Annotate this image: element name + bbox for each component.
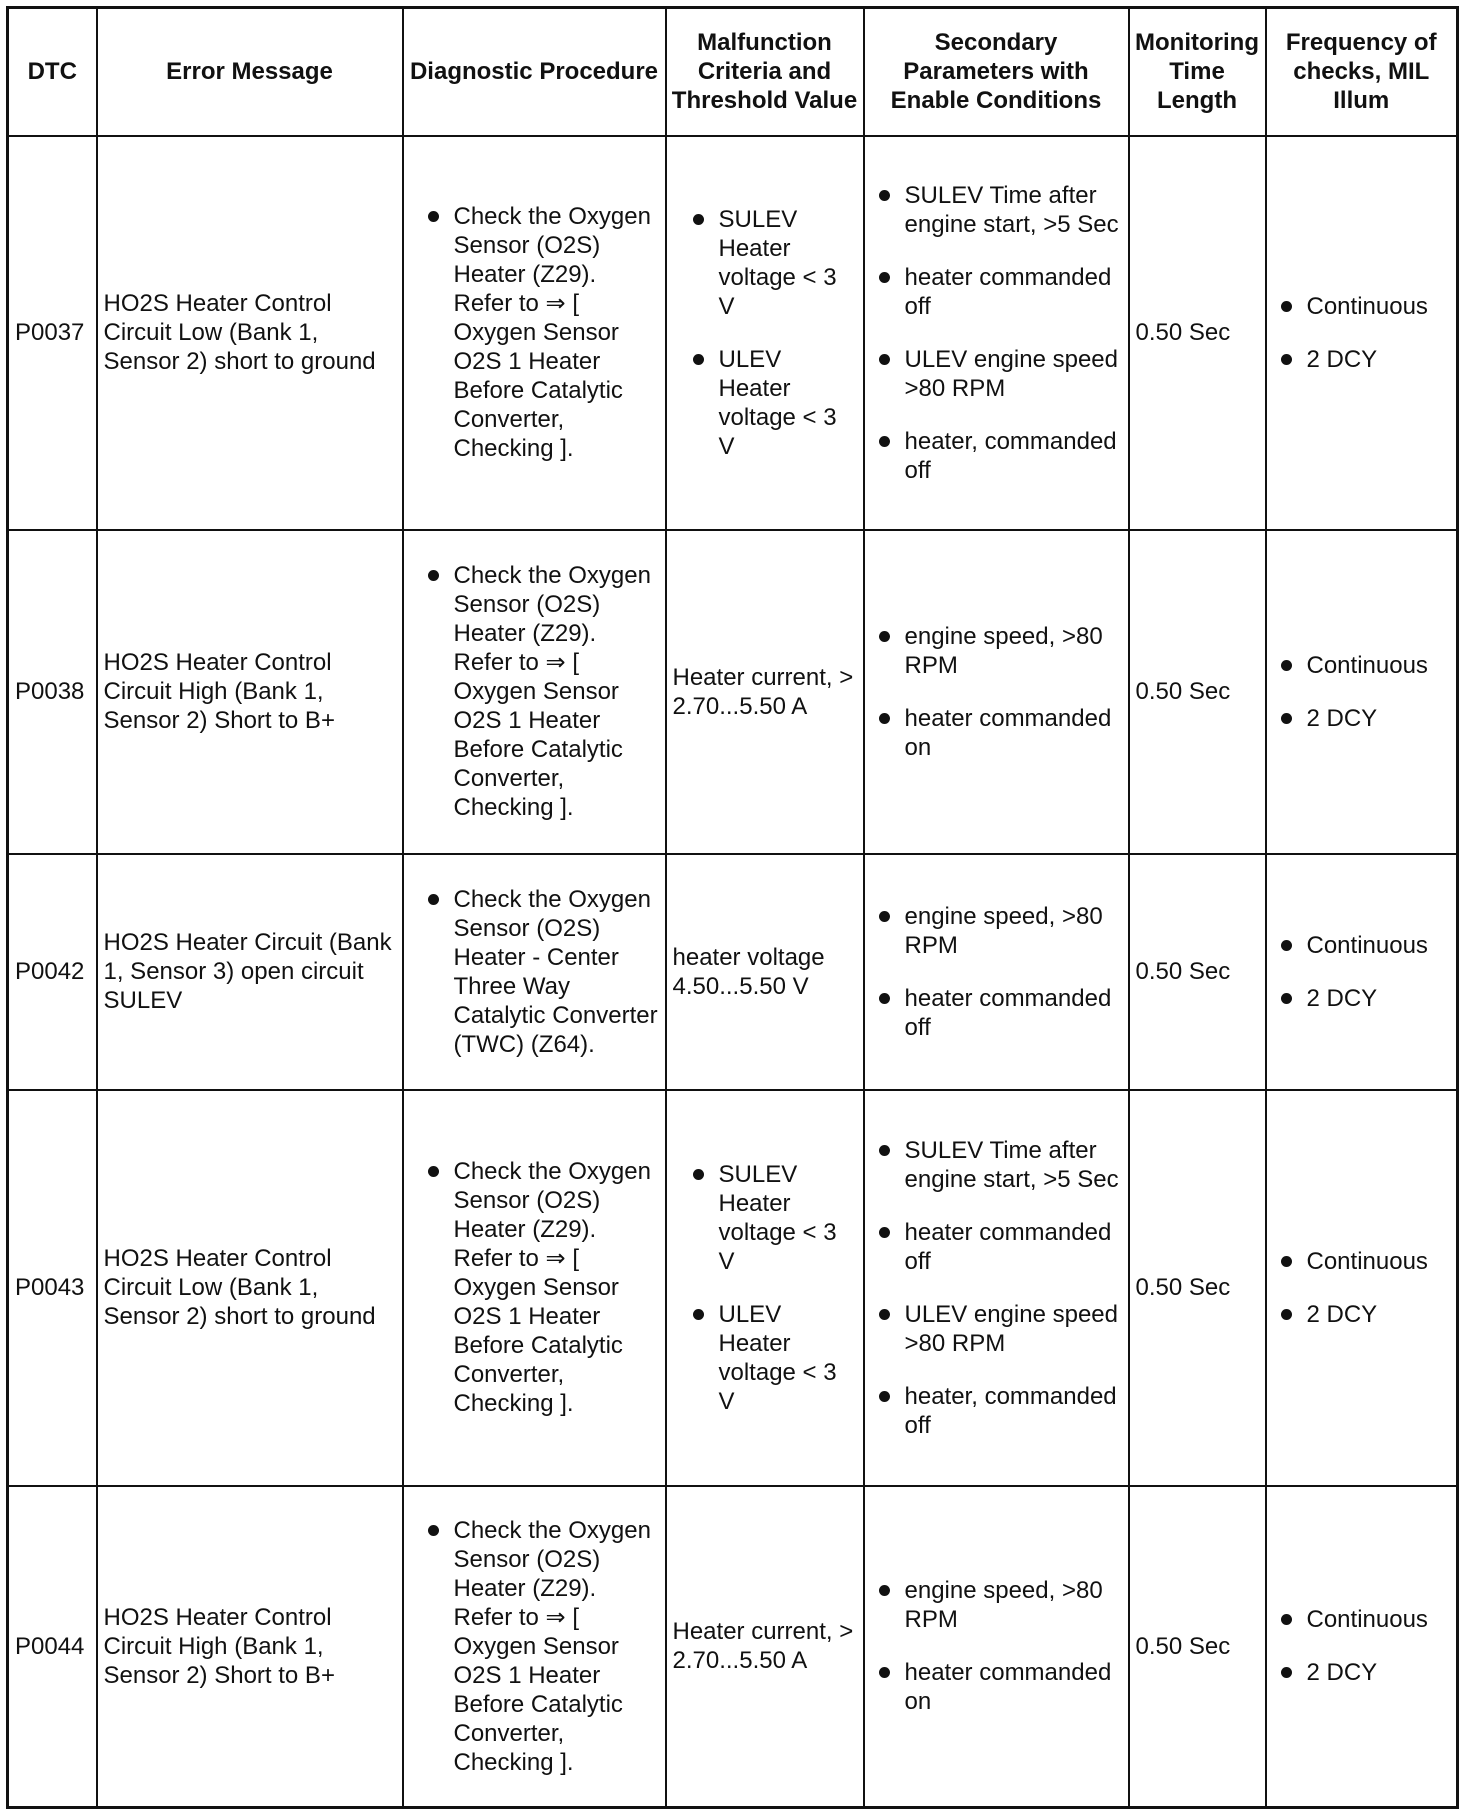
monitoring-time: 0.50 Sec <box>1129 530 1266 854</box>
dtc-code: P0037 <box>8 136 97 530</box>
dtc-table-page <box>6 6 1456 1806</box>
secondary-item: heater commanded off <box>871 263 1122 321</box>
monitoring-time: 0.50 Sec <box>1129 1486 1266 1808</box>
malfunction-criteria-cell <box>666 530 864 854</box>
frequency-list <box>1273 931 1451 1013</box>
procedure-item: Check the Oxygen Sensor (O2S) Heater (Z29). Refer to ⇒ [ Oxygen Sensor O2S 1 Heater Before Catalytic Converter, Checking ]. <box>420 202 659 463</box>
procedure-item: Check the Oxygen Sensor (O2S) Heater - Center Three Way Catalytic Converter (TWC) (Z64). <box>420 885 659 1059</box>
monitoring-time: 0.50 Sec <box>1129 136 1266 530</box>
secondary-parameters-cell <box>864 136 1129 530</box>
procedure-item: Check the Oxygen Sensor (O2S) Heater (Z29). Refer to ⇒ [ Oxygen Sensor O2S 1 Heater Before Catalytic Converter, Checking ]. <box>420 561 659 822</box>
dtc-code: P0044 <box>8 1486 97 1808</box>
error-message: HO2S Heater Control Circuit Low (Bank 1, Sensor 2) short to ground <box>97 1090 403 1486</box>
malfunction-criteria-cell <box>666 136 864 530</box>
criteria-list <box>685 1160 857 1416</box>
frequency-cell <box>1266 530 1458 854</box>
frequency-list <box>1273 1247 1451 1329</box>
frequency-item: Continuous <box>1273 1605 1451 1634</box>
dtc-code: P0043 <box>8 1090 97 1486</box>
procedure-list <box>420 1157 659 1418</box>
secondary-item: heater, commanded off <box>871 427 1122 485</box>
frequency-item: Continuous <box>1273 292 1451 321</box>
header-dtc: DTC <box>8 8 97 136</box>
diagnostic-procedure-cell <box>403 136 666 530</box>
header-row <box>8 8 1458 136</box>
frequency-cell <box>1266 1486 1458 1808</box>
diagnostic-procedure-cell <box>403 1486 666 1808</box>
secondary-item: ULEV engine speed >80 RPM <box>871 345 1122 403</box>
error-message: HO2S Heater Control Circuit High (Bank 1, Sensor 2) Short to B+ <box>97 1486 403 1808</box>
frequency-item: 2 DCY <box>1273 984 1451 1013</box>
frequency-list <box>1273 292 1451 374</box>
procedure-list <box>420 1516 659 1777</box>
header-malfunction-criteria: Malfunction Criteria and Threshold Value <box>666 8 864 136</box>
procedure-list <box>420 561 659 822</box>
secondary-parameters-cell <box>864 1090 1129 1486</box>
frequency-item: 2 DCY <box>1273 1300 1451 1329</box>
criteria-text: heater voltage 4.50...5.50 V <box>672 943 825 1000</box>
procedure-item: Check the Oxygen Sensor (O2S) Heater (Z29). Refer to ⇒ [ Oxygen Sensor O2S 1 Heater Before Catalytic Converter, Checking ]. <box>420 1157 659 1418</box>
table-row <box>8 854 1458 1090</box>
secondary-item: heater commanded off <box>871 1218 1122 1276</box>
error-message: HO2S Heater Circuit (Bank 1, Sensor 3) open circuit SULEV <box>97 854 403 1090</box>
frequency-cell <box>1266 1090 1458 1486</box>
criteria-text: Heater current, > 2.70...5.50 A <box>672 1618 854 1675</box>
secondary-item: heater commanded off <box>871 984 1122 1042</box>
frequency-item: 2 DCY <box>1273 345 1451 374</box>
secondary-item: SULEV Time after engine start, >5 Sec <box>871 181 1122 239</box>
procedure-list <box>420 202 659 463</box>
procedure-list <box>420 885 659 1059</box>
frequency-list <box>1273 1605 1451 1687</box>
table-row <box>8 1090 1458 1486</box>
frequency-cell <box>1266 136 1458 530</box>
frequency-list <box>1273 651 1451 733</box>
secondary-item: engine speed, >80 RPM <box>871 622 1122 680</box>
secondary-parameters-cell <box>864 854 1129 1090</box>
header-diagnostic-procedure: Diagnostic Procedure <box>403 8 666 136</box>
malfunction-criteria-cell <box>666 1090 864 1486</box>
criteria-item: SULEV Heater voltage < 3 V <box>685 1160 857 1276</box>
dtc-code: P0038 <box>8 530 97 854</box>
secondary-item: engine speed, >80 RPM <box>871 1576 1122 1634</box>
secondary-item: heater commanded on <box>871 1658 1122 1716</box>
header-monitoring-time: Monitoring Time Length <box>1129 8 1266 136</box>
frequency-item: Continuous <box>1273 651 1451 680</box>
dtc-table <box>6 6 1459 1809</box>
table-row <box>8 136 1458 530</box>
secondary-list <box>871 1136 1122 1440</box>
table-row <box>8 1486 1458 1808</box>
diagnostic-procedure-cell <box>403 854 666 1090</box>
criteria-item: ULEV Heater voltage < 3 V <box>685 1300 857 1416</box>
secondary-list <box>871 1576 1122 1716</box>
table-row <box>8 530 1458 854</box>
header-error-message: Error Message <box>97 8 403 136</box>
secondary-item: ULEV engine speed >80 RPM <box>871 1300 1122 1358</box>
secondary-parameters-cell <box>864 530 1129 854</box>
monitoring-time: 0.50 Sec <box>1129 1090 1266 1486</box>
criteria-text: Heater current, > 2.70...5.50 A <box>672 663 854 720</box>
dtc-code: P0042 <box>8 854 97 1090</box>
frequency-item: 2 DCY <box>1273 704 1451 733</box>
error-message: HO2S Heater Control Circuit Low (Bank 1, Sensor 2) short to ground <box>97 136 403 530</box>
frequency-item: Continuous <box>1273 1247 1451 1276</box>
secondary-item: engine speed, >80 RPM <box>871 902 1122 960</box>
error-message: HO2S Heater Control Circuit High (Bank 1, Sensor 2) Short to B+ <box>97 530 403 854</box>
secondary-parameters-cell <box>864 1486 1129 1808</box>
criteria-item: ULEV Heater voltage < 3 V <box>685 345 857 461</box>
diagnostic-procedure-cell <box>403 530 666 854</box>
monitoring-time: 0.50 Sec <box>1129 854 1266 1090</box>
secondary-list <box>871 181 1122 485</box>
header-secondary-parameters: Secondary Parameters with Enable Conditions <box>864 8 1129 136</box>
secondary-list <box>871 902 1122 1042</box>
criteria-item: SULEV Heater voltage < 3 V <box>685 205 857 321</box>
secondary-item: SULEV Time after engine start, >5 Sec <box>871 1136 1122 1194</box>
procedure-item: Check the Oxygen Sensor (O2S) Heater (Z29). Refer to ⇒ [ Oxygen Sensor O2S 1 Heater Before Catalytic Converter, Checking ]. <box>420 1516 659 1777</box>
secondary-item: heater, commanded off <box>871 1382 1122 1440</box>
diagnostic-procedure-cell <box>403 1090 666 1486</box>
header-frequency: Frequency of checks, MIL Illum <box>1266 8 1458 136</box>
frequency-item: 2 DCY <box>1273 1658 1451 1687</box>
malfunction-criteria-cell <box>666 1486 864 1808</box>
secondary-item: heater commanded on <box>871 704 1122 762</box>
frequency-cell <box>1266 854 1458 1090</box>
secondary-list <box>871 622 1122 762</box>
criteria-list <box>685 205 857 461</box>
frequency-item: Continuous <box>1273 931 1451 960</box>
malfunction-criteria-cell <box>666 854 864 1090</box>
